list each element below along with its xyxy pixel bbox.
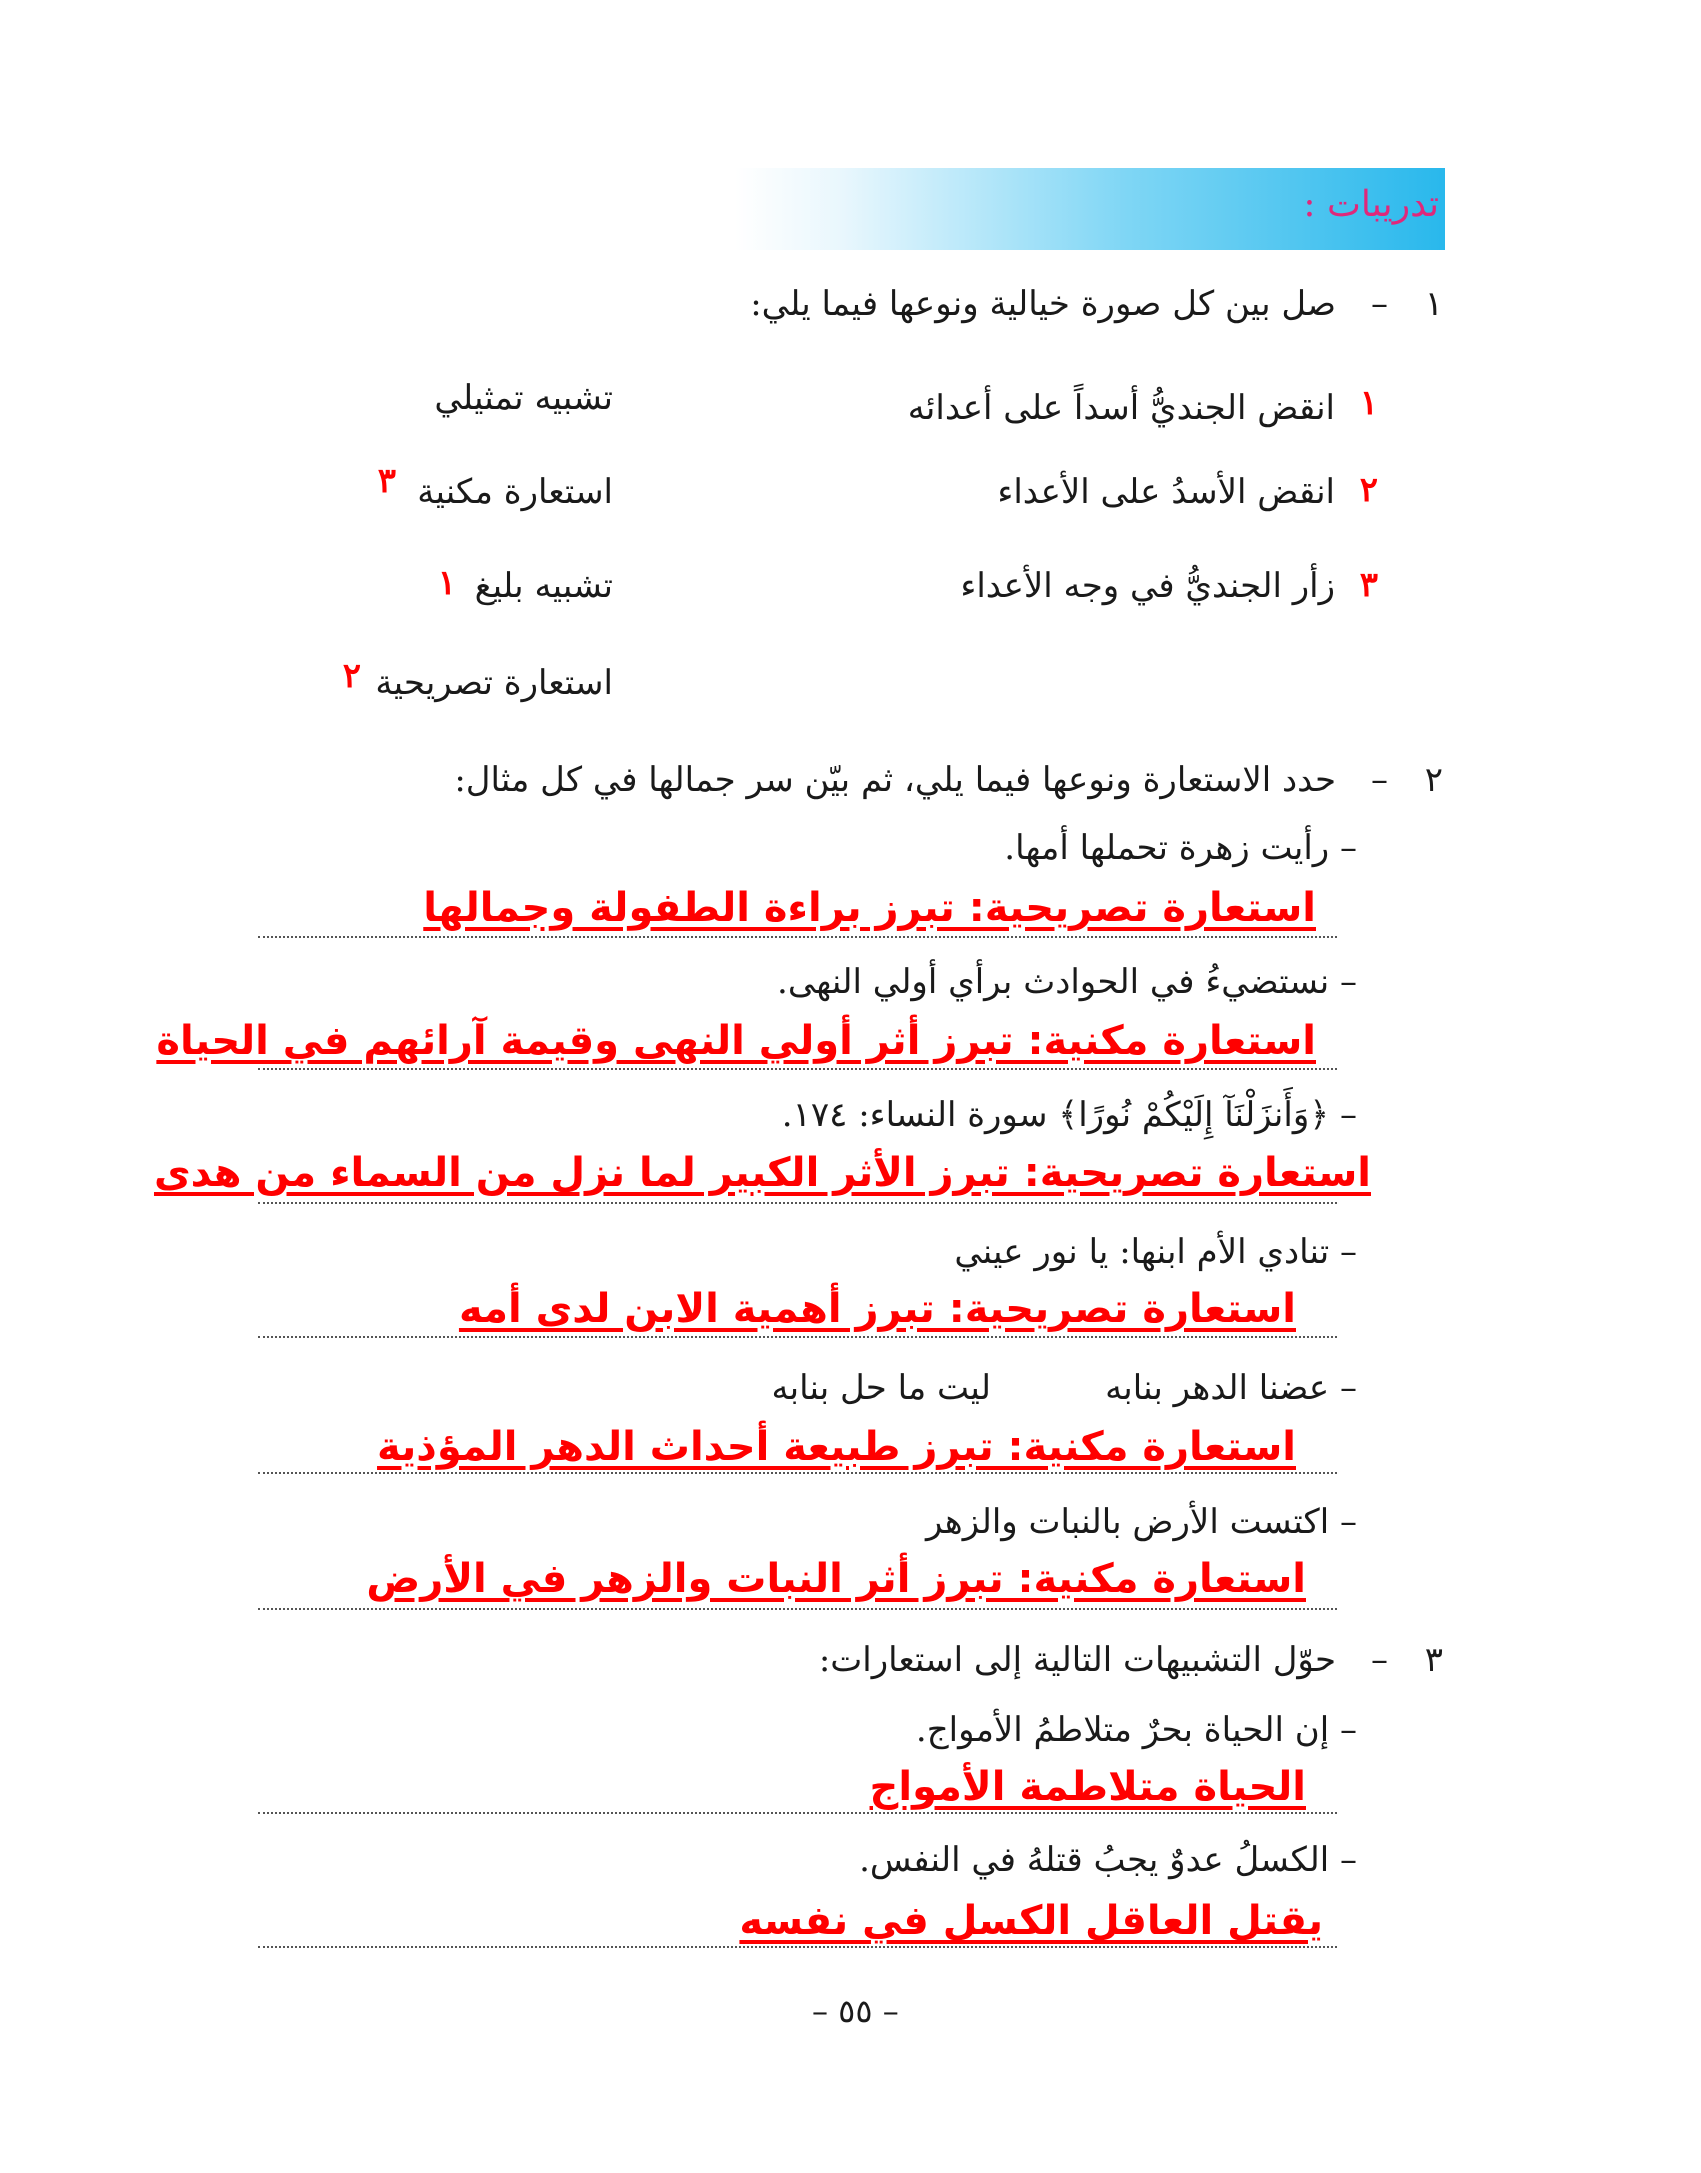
q2-answer-1: استعارة تصريحية: تبرز براءة الطفولة وجمالها [423,885,1316,931]
q1-number: ١ [1424,284,1443,324]
answer-line [258,1336,1337,1338]
answer-line [258,1068,1337,1070]
q1-left-item-2: انقض الأسدُ على الأعداء [997,472,1335,512]
q2-item-1: – رأيت زهرة تحملها أمها. [1004,828,1357,868]
q3-prompt: حوّل التشبيهات التالية إلى استعارات: [818,1640,1336,1680]
q2-number: ٢ [1424,760,1443,800]
q1-right-answer-2: ٣ [377,461,396,501]
q1-left-item-1: انقض الجنديُّ أسداً على أعدائه [907,388,1335,428]
q3-item-2: – الكسلُ عدوٌ يجبُ قتلهُ في النفس. [859,1840,1357,1880]
q1-left-item-3: زأر الجنديُّ في وجه الأعداء [960,566,1335,606]
q1-right-item-4: استعارة تصريحية [375,663,613,703]
q3-answer-1: الحياة متلاطمة الأمواج [869,1764,1306,1810]
q2-answer-2: استعارة مكنية: تبرز أثر أولي النهى وقيمة آرائهم في الحياة [156,1018,1316,1064]
q3-number: ٣ [1424,1640,1443,1680]
q2-answer-3: استعارة تصريحية: تبرز الأثر الكبير لما نزل من السماء من هدى [153,1150,1371,1196]
q3-answer-2: يقتل العاقل الكسل في نفسه [739,1898,1323,1944]
answer-line [258,936,1337,938]
q2-item-6: – اكتست الأرض بالنبات والزهر [926,1502,1357,1542]
q2-item-2: – نستضيءُ في الحوادث برأي أولي النهى. [777,962,1357,1002]
answer-line [258,1608,1337,1610]
q1-left-mark-1: ١ [1359,383,1378,423]
q2-dash: – [1371,760,1388,800]
q1-left-mark-3: ٣ [1359,565,1378,605]
q1-right-item-3: تشبيه بليغ [474,566,613,606]
section-title: تدريبات : [1303,184,1439,225]
q3-dash: – [1371,1640,1388,1680]
q1-right-item-1: تشبيه تمثيلي [434,378,613,418]
q2-answer-4: استعارة تصريحية: تبرز أهمية الابن لدى أمه [458,1286,1296,1332]
page-number: – ٥٥ – [812,1992,899,2030]
q1-right-answer-3: ١ [437,563,456,603]
q1-right-answer-4: ٢ [342,656,361,696]
q1-dash: – [1371,284,1388,324]
q2-item-5-second-hemistich: ليت ما حل بنابه [771,1368,991,1408]
answer-line [258,1472,1337,1474]
q1-left-mark-2: ٢ [1359,470,1378,510]
answer-line [258,1202,1337,1204]
answer-line [258,1946,1337,1948]
q1-right-item-2: استعارة مكنية [417,472,613,512]
answer-line [258,1812,1337,1814]
q2-item-3: – ﴿وَأَنزَلْنَآ إِلَيْكُمْ نُورًا﴾ سورة النساء: ١٧٤. [781,1095,1357,1135]
q1-prompt: صل بين كل صورة خيالية ونوعها فيما يلي: [750,284,1336,324]
q2-item-4: – تنادي الأم ابنها: يا نور عيني [954,1232,1357,1272]
q2-answer-6: استعارة مكنية: تبرز أثر النبات والزهر في الأرض [366,1556,1306,1602]
q3-item-1: – إن الحياة بحرٌ متلاطمُ الأمواج. [915,1710,1357,1750]
q2-prompt: حدد الاستعارة ونوعها فيما يلي، ثم بيّن سر جمالها في كل مثال: [454,760,1336,800]
q2-item-5: – عضنا الدهر بنابه [1105,1368,1357,1408]
q2-answer-5: استعارة مكنية: تبرز طبيعة أحداث الدهر المؤذية [377,1424,1296,1470]
